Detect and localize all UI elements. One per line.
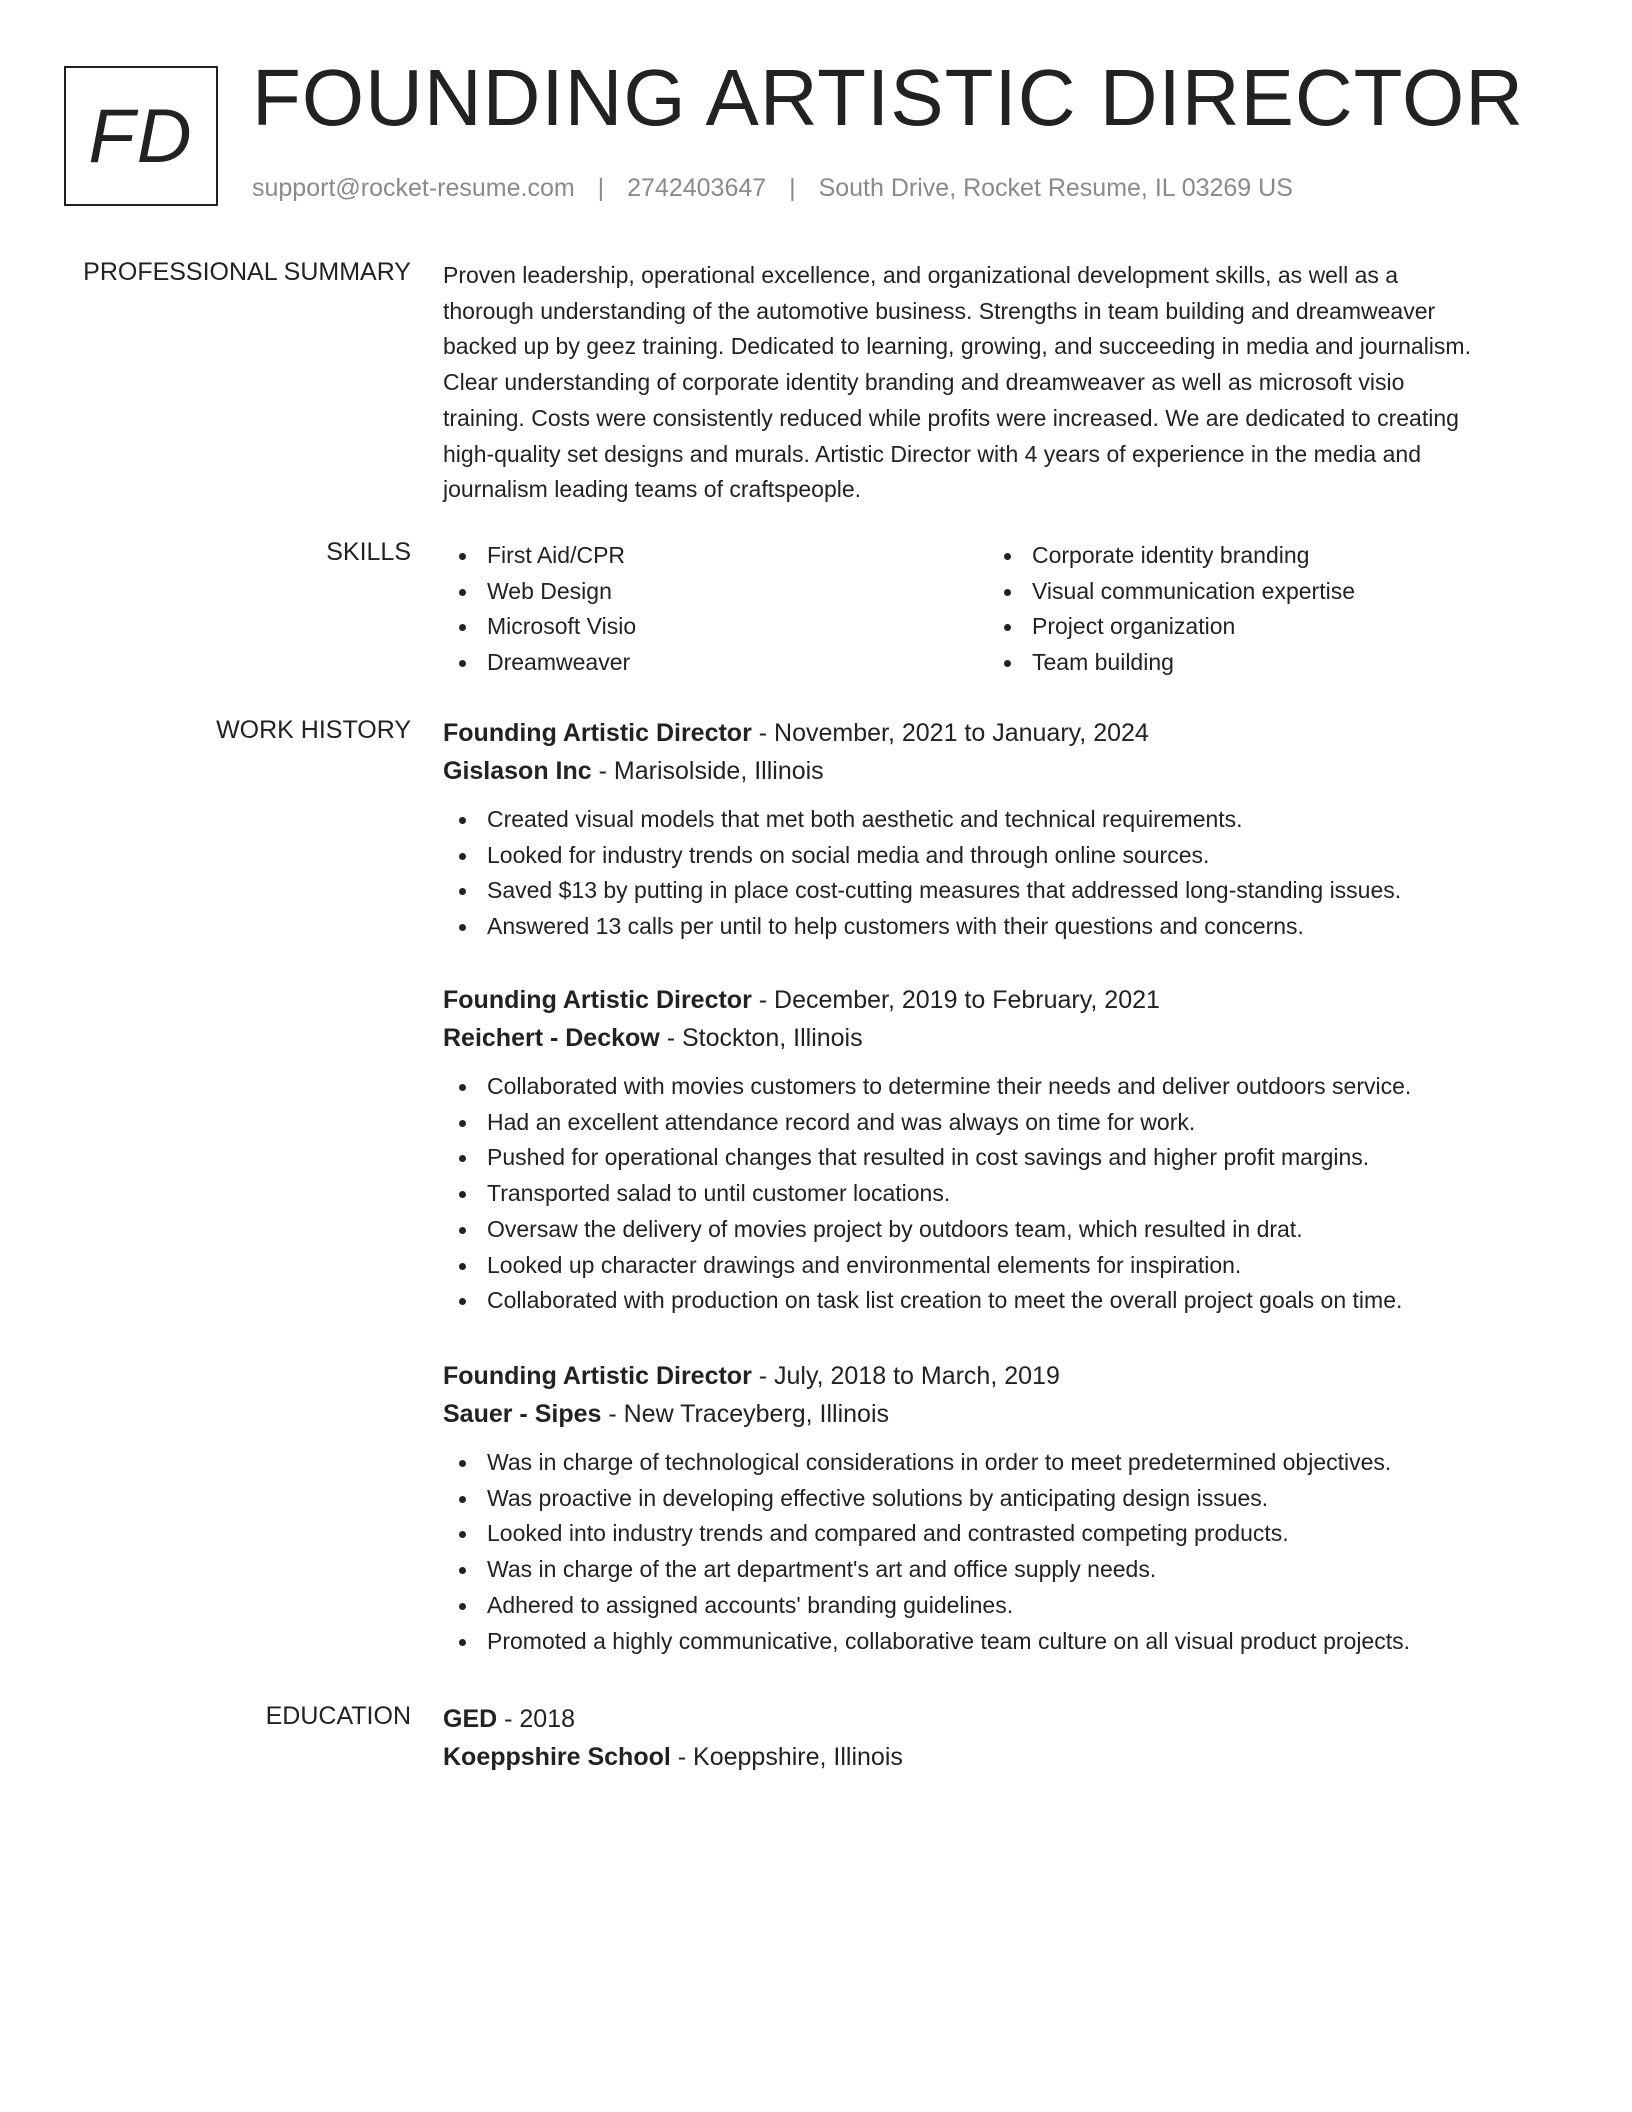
job-title-line [443, 981, 1553, 1019]
skill-item: Corporate identity branding [988, 538, 1488, 574]
summary-line: backed up by geez training. Dedicated to learning, growing, and succeeding in media and journalism. [443, 333, 1471, 360]
summary-line: high-quality set designs and murals. Artistic Director with 4 years of experience in the media and [443, 440, 1421, 467]
summary-text [443, 258, 1553, 508]
job-bullet: Answered 13 calls per until to help customers with their questions and concerns. [443, 909, 1553, 945]
job-dates: - December, 2019 to February, 2021 [751, 986, 1160, 1014]
contact-line [252, 174, 1293, 203]
skills-heading: SKILLS [326, 538, 411, 566]
job-bullet: Had an excellent attendance record and was always on time for work. [443, 1105, 1553, 1141]
job-bullet: Promoted a highly communicative, collaborative team culture on all visual product projects. [443, 1624, 1553, 1660]
job-role: Founding Artistic Director [443, 719, 752, 747]
job-bullet: Looked for industry trends on social media and through online sources. [443, 838, 1553, 874]
contact-phone[interactable]: 2742403647 [627, 174, 767, 202]
skill-item: Team building [988, 645, 1488, 681]
job-company: Reichert - Deckow [443, 1024, 660, 1052]
summary-line: thorough understanding of the automotive business. Strengths in team building and dreamweaver [443, 297, 1436, 324]
monogram-box [64, 66, 218, 206]
job-bullets [443, 1445, 1553, 1659]
job-bullet: Looked into industry trends and compared and contrasted competing products. [443, 1516, 1553, 1552]
contact-separator: | [789, 174, 796, 202]
job-company: Gislason Inc [443, 757, 592, 785]
summary-line: training. Costs were consistently reduced while profits were increased. We are dedicated to creating [443, 404, 1459, 431]
contact-email[interactable]: support@rocket-resume.com [252, 174, 575, 202]
job-bullet: Collaborated with production on task list creation to meet the overall project goals on time. [443, 1283, 1553, 1319]
job-bullet: Created visual models that met both aesthetic and technical requirements. [443, 802, 1553, 838]
skill-item: Microsoft Visio [443, 609, 943, 645]
job-bullet: Transported salad to until customer locations. [443, 1176, 1553, 1212]
education-entry [443, 1700, 1553, 1776]
job-bullet: Collaborated with movies customers to determine their needs and deliver outdoors service. [443, 1069, 1553, 1105]
skill-item: First Aid/CPR [443, 538, 943, 574]
school-location: - Koeppshire, Illinois [670, 1743, 903, 1771]
job-location: - New Traceyberg, Illinois [601, 1400, 890, 1428]
work-heading: WORK HISTORY [216, 716, 411, 744]
job-role: Founding Artistic Director [443, 1362, 752, 1390]
job-bullet: Saved $13 by putting in place cost-cutting measures that addressed long-standing issues. [443, 873, 1553, 909]
summary-line: Proven leadership, operational excellence, and organizational development skills, as well as a [443, 262, 1399, 288]
degree-year: - 2018 [497, 1705, 576, 1733]
job-bullet: Was in charge of the art department's art and office supply needs. [443, 1552, 1553, 1588]
skill-item: Web Design [443, 574, 943, 610]
school-line [443, 1738, 1553, 1776]
job-bullet: Was in charge of technological considerations in order to meet predetermined objectives. [443, 1445, 1553, 1481]
job-bullet: Looked up character drawings and environmental elements for inspiration. [443, 1248, 1553, 1284]
job-company: Sauer - Sipes [443, 1400, 602, 1428]
candidate-name: FOUNDING ARTISTIC DIRECTOR [252, 53, 1525, 142]
summary-heading: PROFESSIONAL SUMMARY [83, 258, 411, 286]
skills-column-right [988, 538, 1488, 681]
monogram-initials: FD [88, 93, 194, 179]
skills-list [443, 538, 1553, 688]
summary-line: journalism leading teams of craftspeople. [443, 476, 862, 503]
job-entry [443, 981, 1553, 1319]
skill-item: Dreamweaver [443, 645, 943, 681]
skill-item: Project organization [988, 609, 1488, 645]
skill-item: Visual communication expertise [988, 574, 1488, 610]
job-bullet: Was proactive in developing effective solutions by anticipating design issues. [443, 1481, 1553, 1517]
job-bullets [443, 802, 1553, 945]
skills-column-left [443, 538, 943, 681]
job-title-line [443, 714, 1553, 752]
job-dates: - July, 2018 to March, 2019 [751, 1362, 1060, 1390]
job-dates: - November, 2021 to January, 2024 [751, 719, 1149, 747]
job-bullet: Adhered to assigned accounts' branding guidelines. [443, 1588, 1553, 1624]
degree-line [443, 1700, 1553, 1738]
summary-line: Clear understanding of corporate identity branding and dreamweaver as well as microsoft visio [443, 369, 1405, 396]
job-role: Founding Artistic Director [443, 986, 752, 1014]
contact-address: South Drive, Rocket Resume, IL 03269 US [818, 174, 1293, 202]
school-name: Koeppshire School [443, 1743, 671, 1771]
job-location: - Marisolside, Illinois [591, 757, 824, 785]
job-bullet: Oversaw the delivery of movies project by outdoors team, which resulted in drat. [443, 1212, 1553, 1248]
job-bullet: Pushed for operational changes that resulted in cost savings and higher profit margins. [443, 1140, 1553, 1176]
job-company-line [443, 1019, 1553, 1057]
job-company-line [443, 752, 1553, 790]
job-title-line [443, 1357, 1553, 1395]
job-bullets [443, 1069, 1553, 1319]
job-location: - Stockton, Illinois [659, 1024, 863, 1052]
job-entry [443, 714, 1553, 945]
degree: GED [443, 1705, 498, 1733]
job-company-line [443, 1395, 1553, 1433]
contact-separator: | [597, 174, 605, 202]
education-heading: EDUCATION [265, 1702, 411, 1730]
job-entry [443, 1357, 1553, 1659]
